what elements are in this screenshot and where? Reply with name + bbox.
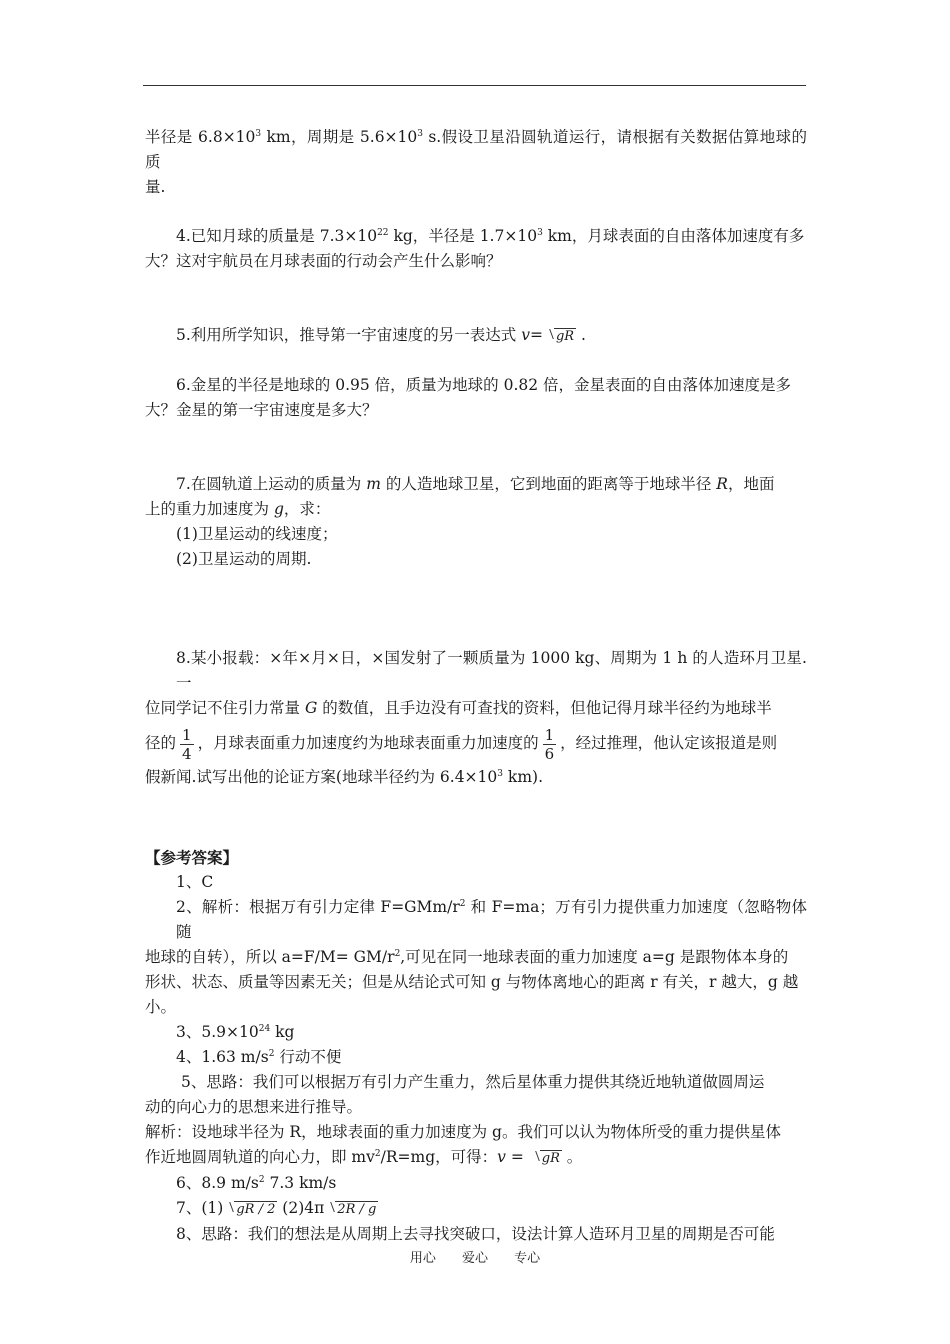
question-7: 7.在圆轨道上运动的质量为 m 的人造地球卫星，它到地面的距离等于地球半径 R，地面 上的重力加速度为 g，求： (1)卫星运动的线速度； (2)卫星运动的周期.: [145, 475, 775, 568]
sqrt-gR: gR: [545, 324, 576, 349]
fraction-one-quarter: $\frac{1}{4}$: [182, 725, 192, 763]
sqrt-gR-half: gR / 2: [225, 1197, 277, 1222]
question-8: 8.某小报载：×年×月×日，×国发射了一颗质量为 1000 kg、周期为 1 h 的人造环月卫星.一 位同学记不住引力常量 G 的数值，且手边没有可查找的资料，但他记得月球半径约为地球半 径的 $\frac{1}{4}$ ，月球表面重力加速度约为地球表面重力加速度的 $\frac{1}{6}$ ，经过推理，他认定该报道是则 假新闻.试写出他的论证方案(地球半径约为 $6.4\times 10^3$ km).: [145, 649, 807, 786]
fraction-one-sixth: $\frac{1}{6}$: [544, 725, 555, 763]
question-3-continued: 半径是 $6.8\times 10^3$ km，周期是 $5.6\times 10^3$ s.假设卫星沿圆轨道运行，请根据有关数据估算地球的质 量.: [145, 128, 808, 196]
question-5: 5.利用所学知识，推导第一宇宙速度的另一表达式 v= gR .: [145, 323, 807, 349]
header-rule: [143, 85, 806, 86]
question-6: 6.金星的半径是地球的 0.95 倍，质量为地球的 0.82 倍，金星表面的自由落体加速度是多 大？金星的第一宇宙速度是多大？: [145, 376, 792, 419]
sqrt-2R-over-g: 2R / g: [326, 1197, 378, 1222]
page-footer: 用心 爱心 专心: [409, 1251, 541, 1266]
answers-heading: 【参考答案】: [145, 848, 239, 867]
sqrt-gR-answer: gR: [531, 1146, 562, 1171]
answer-section: 【参考答案】 1、C 2、解析：根据万有引力定律 $F=GMm/r^2$ 和 F=ma；万有引力提供重力加速度（忽略物体随 地球的自转），所以 $a=F/M= GM/r^2$,可见在同一地球表面的重力加速度 a=g 是跟物体本身的 形状、状态、质量等因素无关；但是从结论式可知 g 与物体离地心的距离 r 有关，r 越大，g 越 小。 3、$5.9\times 10^{24}$ kg 4、1.63 $m/s^2$ 行动不便 5、思路：我们可以根据万有引力产生重力，然后星体重力提供其绕近地轨道做圆周运 动的向心力的思想来进行推导。 解析：设地球半径为 R，地球表面的重力加速度为 g。我们可以认为物体所受的重力提供星体 作近地圆周轨道的向心力，即 $mv^2/R=mg$，可得：v = gR 。 6、8.9 $m/s^2$ 7.3 km/s 7、(1) gR / 2 (2)4π 2R / g 8、思路：我们的想法是从周期上去寻找突破口，设法计算人造环月卫星的周期是否可能: [145, 845, 807, 1247]
question-4: 4.已知月球的质量是 $7.3\times 10^{22}$ kg，半径是 $1.7\times 10^3$ km，月球表面的自由落体加速度有多 大？这对宇航员在月球表面的行动会产生什么影响？: [145, 227, 805, 270]
